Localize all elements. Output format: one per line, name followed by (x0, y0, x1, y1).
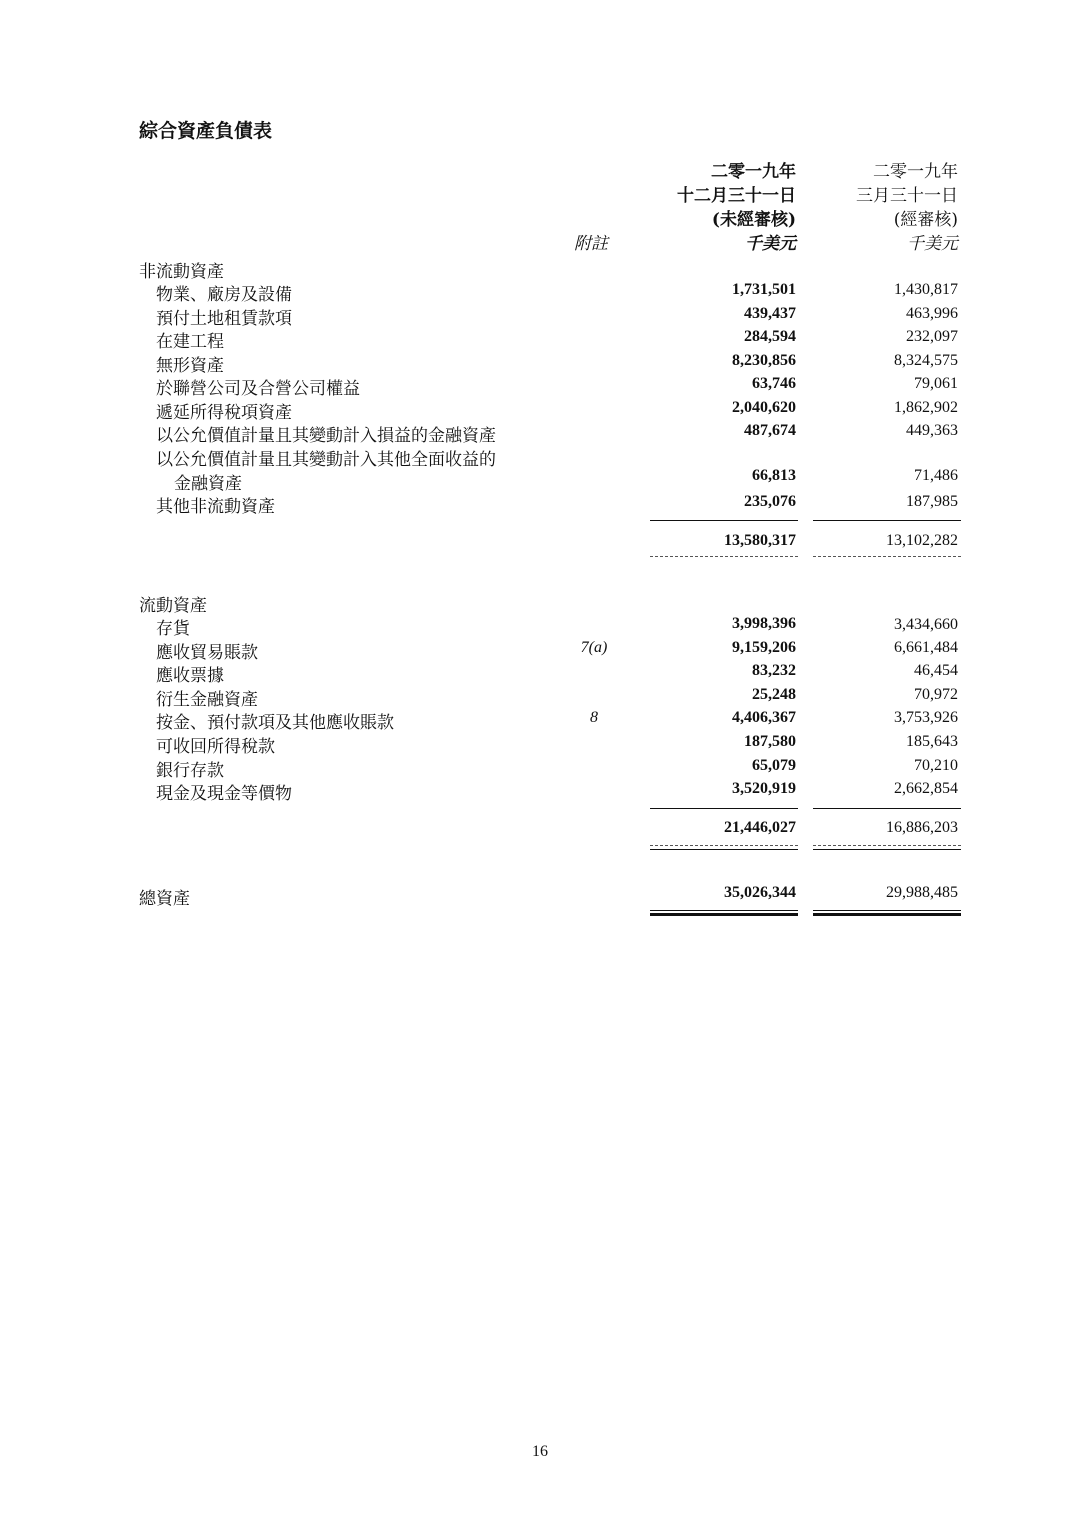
row-value-prior: 449,363 (906, 422, 958, 439)
row-label: 衍生金融資產 (156, 690, 258, 710)
total-rule (650, 849, 798, 850)
col2-header-unit: 千美元 (907, 234, 958, 254)
col2-header-audit: (經審核) (893, 210, 958, 230)
current-total-current: 21,446,027 (724, 819, 796, 836)
row-value-prior: 71,486 (914, 467, 958, 484)
row-value-current: 487,674 (744, 422, 796, 439)
row-label: 應收貿易賬款 (156, 643, 258, 663)
row-label: 以公允價值計量且其變動計入其他全面收益的 (156, 450, 496, 470)
row-label: 應收票據 (156, 666, 224, 686)
row-value-prior: 232,097 (906, 328, 958, 345)
row-value-prior: 70,972 (914, 686, 958, 703)
row-value-prior: 6,661,484 (894, 639, 958, 656)
note-column-header: 附註 (574, 234, 608, 254)
row-value-current: 235,076 (744, 493, 796, 510)
row-label: 銀行存款 (156, 761, 224, 781)
col1-header-unit: 千美元 (745, 234, 796, 254)
row-value-prior: 1,862,902 (894, 399, 958, 416)
row-value-prior: 3,434,660 (894, 616, 958, 633)
statement-title: 綜合資產負債表 (139, 120, 273, 142)
total-assets-current: 35,026,344 (724, 884, 796, 901)
subtotal-rule (650, 520, 798, 521)
row-label: 其他非流動資產 (156, 497, 275, 517)
row-value-current: 439,437 (744, 305, 796, 322)
row-value-current: 63,746 (752, 375, 796, 392)
row-value-prior: 2,662,854 (894, 780, 958, 797)
row-value-current: 65,079 (752, 757, 796, 774)
col1-header-year: 二零一九年 (711, 162, 796, 182)
row-value-current: 187,580 (744, 733, 796, 750)
col2-header-date: 三月三十一日 (856, 186, 958, 206)
row-value-current: 9,159,206 (732, 639, 796, 656)
non-current-total-prior: 13,102,282 (886, 532, 958, 549)
grand-total-double-rule (813, 913, 961, 916)
row-value-current: 284,594 (744, 328, 796, 345)
total-dotted-rule (650, 556, 798, 557)
row-value-current: 8,230,856 (732, 352, 796, 369)
subtotal-rule (813, 520, 961, 521)
total-assets-prior: 29,988,485 (886, 884, 958, 901)
col2-header-year: 二零一九年 (873, 162, 958, 182)
grand-total-rule (650, 910, 798, 911)
col1-header-audit: (未經審核) (711, 210, 796, 230)
grand-total-rule (813, 910, 961, 911)
row-label: 無形資產 (156, 356, 224, 376)
row-label: 可收回所得稅款 (156, 737, 275, 757)
total-dotted-rule (650, 845, 798, 846)
row-label: 存貨 (156, 619, 190, 639)
non-current-total-current: 13,580,317 (724, 532, 796, 549)
subtotal-rule (650, 808, 798, 809)
row-label: 於聯營公司及合營公司權益 (156, 379, 360, 399)
row-value-prior: 185,643 (906, 733, 958, 750)
row-value-current: 83,232 (752, 662, 796, 679)
total-dotted-rule (813, 556, 961, 557)
row-value-prior: 463,996 (906, 305, 958, 322)
row-label: 遞延所得稅項資產 (156, 403, 292, 423)
section-heading-current: 流動資產 (139, 596, 207, 616)
row-value-current: 66,813 (752, 467, 796, 484)
row-note: 8 (590, 709, 598, 726)
row-value-prior: 79,061 (914, 375, 958, 392)
row-label: 物業、廠房及設備 (156, 285, 292, 305)
section-heading-non-current: 非流動資產 (139, 262, 224, 282)
row-note: 7(a) (580, 639, 608, 656)
page-number: 16 (532, 1443, 548, 1460)
row-label: 在建工程 (156, 332, 224, 352)
row-value-prior: 3,753,926 (894, 709, 958, 726)
row-value-prior: 46,454 (914, 662, 958, 679)
row-value-prior: 1,430,817 (894, 281, 958, 298)
row-value-prior: 187,985 (906, 493, 958, 510)
row-label: 現金及現金等價物 (156, 784, 292, 804)
total-dotted-rule (813, 845, 961, 846)
total-assets-label: 總資產 (139, 889, 190, 909)
col1-header-date: 十二月三十一日 (677, 186, 796, 206)
row-value-prior: 70,210 (914, 757, 958, 774)
row-label: 按金、預付款項及其他應收賬款 (156, 713, 394, 733)
row-value-current: 3,520,919 (732, 780, 796, 797)
current-total-prior: 16,886,203 (886, 819, 958, 836)
row-value-prior: 8,324,575 (894, 352, 958, 369)
row-value-current: 3,998,396 (732, 615, 796, 632)
subtotal-rule (813, 808, 961, 809)
row-value-current: 4,406,367 (732, 709, 796, 726)
row-value-current: 1,731,501 (732, 281, 796, 298)
grand-total-double-rule (650, 913, 798, 916)
row-label: 預付土地租賃款項 (156, 309, 292, 329)
row-label: 以公允價值計量且其變動計入損益的金融資產 (156, 426, 496, 446)
row-label-continued: 金融資產 (174, 474, 242, 494)
row-value-current: 25,248 (752, 686, 796, 703)
total-rule (813, 849, 961, 850)
row-value-current: 2,040,620 (732, 399, 796, 416)
